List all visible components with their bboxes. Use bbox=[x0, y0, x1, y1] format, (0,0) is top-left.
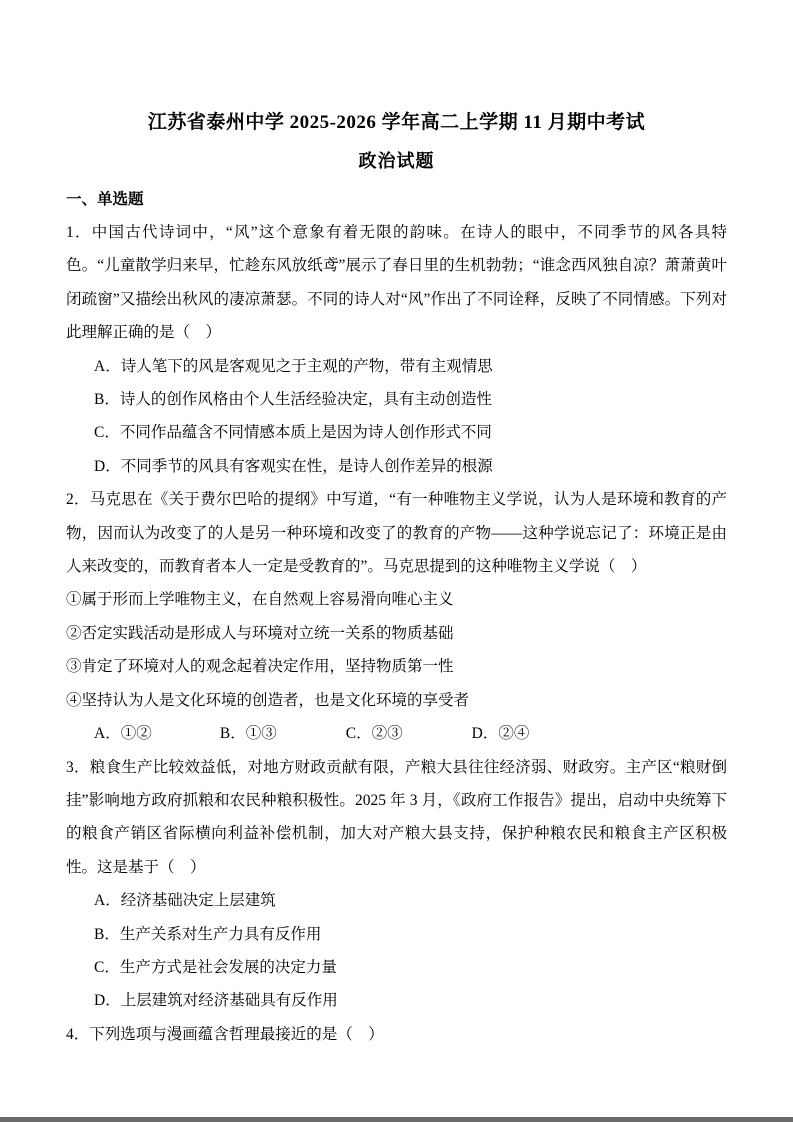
question-1-option-b: B．诗人的创作风格由个人生活经验决定，具有主动创造性 bbox=[94, 391, 492, 409]
question-4-stem: 4．下列选项与漫画蕴含哲理最接近的是（ ） bbox=[66, 1025, 384, 1043]
question-2-stem: 2．马克思在《关于费尔巴哈的提纲》中写道，“有一种唯物主义学说，认为人是环境和教育的产物，因而认为改变了的人是另一种环境和改变了的教育的产物——这种学说忘记了：环境正是由人来改变的，而教育者本人一定是受教育的”。马克思提到的这种唯物主义学说（ ） bbox=[66, 491, 727, 576]
question-4 bbox=[66, 1018, 727, 1051]
question-3-option-a: A．经济基础决定上层建筑 bbox=[94, 892, 276, 910]
question-3 bbox=[66, 751, 727, 1018]
question-2-option-d: D．②④ bbox=[471, 725, 530, 743]
question-2-option-c: C．②③ bbox=[345, 725, 403, 743]
question-2-statement-1: ①属于形而上学唯物主义，在自然观上容易滑向唯心主义 bbox=[66, 591, 454, 609]
question-2-statement-2: ②否定实践活动是形成人与环境对立统一关系的物质基础 bbox=[66, 624, 454, 642]
section-heading: 一、单选题 bbox=[66, 191, 144, 208]
question-3-option-b: B．生产关系对生产力具有反作用 bbox=[94, 925, 322, 943]
question-2 bbox=[66, 483, 727, 750]
question-3-stem: 3．粮食生产比较效益低，对地方财政贡献有限，产粮大县往往经济弱、财政穷。主产区“粮财倒挂”影响地方政府抓粮和农民种粮积极性。2025 年 3 月，《政府工作报告》提出，启动中央统筹下的粮食产销区省际横向利益补偿机制，加大对产粮大县支持，保护种粮农民和粮食主产区积极性。这是基于（ ） bbox=[66, 758, 727, 876]
question-2-statement-3: ③肯定了环境对人的观念起着决定作用，坚持物质第一性 bbox=[66, 658, 454, 676]
question-2-option-a: A．①② bbox=[94, 725, 152, 743]
question-2-options-row bbox=[66, 717, 727, 750]
page-bottom-edge bbox=[0, 1117, 793, 1122]
question-2-option-b: B．①③ bbox=[219, 725, 277, 743]
question-3-option-c: C．生产方式是社会发展的决定力量 bbox=[94, 958, 337, 976]
question-2-statement-4: ④坚持认为人是文化环境的创造者，也是文化环境的享受者 bbox=[66, 691, 470, 709]
question-3-option-d: D．上层建筑对经济基础具有反作用 bbox=[94, 992, 338, 1010]
question-1-option-a: A．诗人笔下的风是客观见之于主观的产物，带有主观情思 bbox=[94, 357, 493, 375]
question-1-option-c: C．不同作品蕴含不同情感本质上是因为诗人创作形式不同 bbox=[94, 424, 492, 442]
exam-subtitle: 政治试题 bbox=[358, 151, 435, 171]
document-content bbox=[66, 110, 727, 1051]
question-1-option-d: D．不同季节的风具有客观实在性，是诗人创作差异的根源 bbox=[94, 457, 493, 475]
page-title: 江苏省泰州中学 2025-2026 学年高二上学期 11 月期中考试 bbox=[147, 112, 646, 133]
question-1-stem: 1．中国古代诗词中，“风”这个意象有着无限的韵味。在诗人的眼中，不同季节的风各具特色。“儿童散学归来早，忙趁东风放纸鸢”展示了春日里的生机勃勃；“谁念西风独自凉？萧萧黄叶闭疏窗”又描绘出秋风的凄凉萧瑟。不同的诗人对“风”作出了不同诠释，反映了不同情感。下列对此理解正确的是（ ） bbox=[66, 224, 727, 342]
question-1 bbox=[66, 216, 727, 483]
